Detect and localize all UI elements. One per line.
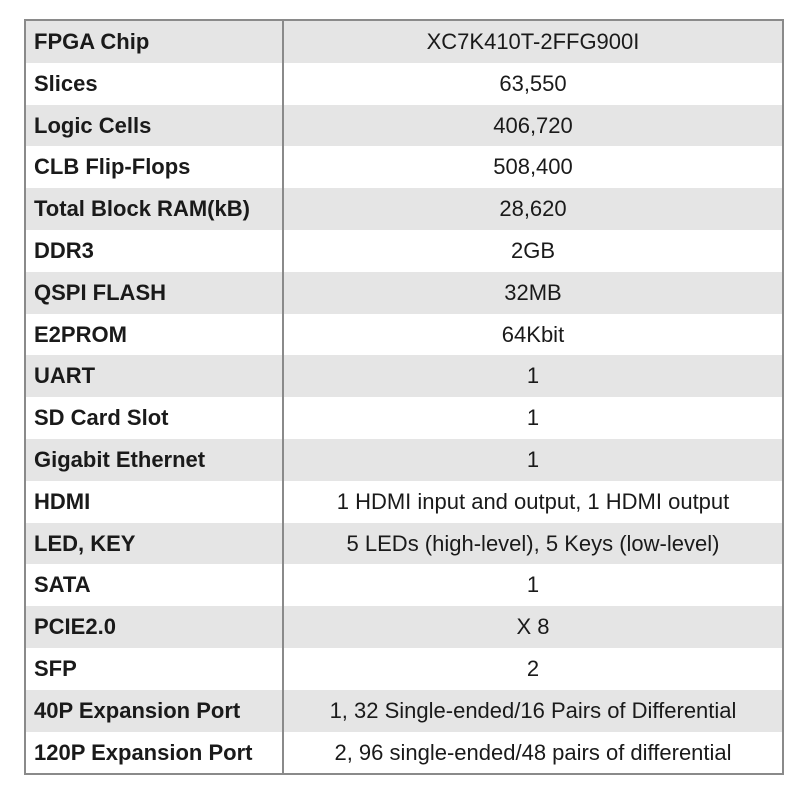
- spec-name: SFP: [25, 648, 283, 690]
- table-row: [25, 439, 783, 481]
- table-row: [25, 648, 783, 690]
- spec-name: PCIE2.0: [25, 606, 283, 648]
- spec-name: UART: [25, 355, 283, 397]
- spec-value: 64Kbit: [283, 314, 783, 356]
- table-row: [25, 146, 783, 188]
- table-row: [25, 732, 783, 775]
- spec-value: 2: [283, 648, 783, 690]
- spec-value: 28,620: [283, 188, 783, 230]
- spec-value: 2GB: [283, 230, 783, 272]
- table-row: [25, 63, 783, 105]
- spec-name: LED, KEY: [25, 523, 283, 565]
- spec-name: SATA: [25, 564, 283, 606]
- spec-value: XC7K410T-2FFG900I: [283, 20, 783, 63]
- spec-name: Logic Cells: [25, 105, 283, 147]
- spec-value: 508,400: [283, 146, 783, 188]
- spec-value: X 8: [283, 606, 783, 648]
- spec-value: 32MB: [283, 272, 783, 314]
- specification-table: [24, 19, 784, 775]
- spec-name: 40P Expansion Port: [25, 690, 283, 732]
- table-row: [25, 397, 783, 439]
- spec-value: 1, 32 Single-ended/16 Pairs of Differential: [283, 690, 783, 732]
- spec-value: 1: [283, 564, 783, 606]
- spec-value: 2, 96 single-ended/48 pairs of differential: [283, 732, 783, 775]
- table-row: [25, 272, 783, 314]
- table-row: [25, 20, 783, 63]
- table-row: [25, 355, 783, 397]
- spec-name: QSPI FLASH: [25, 272, 283, 314]
- spec-value: 63,550: [283, 63, 783, 105]
- spec-value: 406,720: [283, 105, 783, 147]
- table-row: [25, 606, 783, 648]
- spec-name: E2PROM: [25, 314, 283, 356]
- table-row: [25, 523, 783, 565]
- spec-name: 120P Expansion Port: [25, 732, 283, 775]
- spec-value: 1: [283, 355, 783, 397]
- table-row: [25, 564, 783, 606]
- spec-name: SD Card Slot: [25, 397, 283, 439]
- table-row: [25, 188, 783, 230]
- spec-name: Slices: [25, 63, 283, 105]
- table-row: [25, 481, 783, 523]
- table-row: [25, 690, 783, 732]
- spec-value: 1: [283, 397, 783, 439]
- spec-name: DDR3: [25, 230, 283, 272]
- spec-name: HDMI: [25, 481, 283, 523]
- table-row: [25, 314, 783, 356]
- spec-value: 5 LEDs (high-level), 5 Keys (low-level): [283, 523, 783, 565]
- spec-name: CLB Flip-Flops: [25, 146, 283, 188]
- spec-value: 1 HDMI input and output, 1 HDMI output: [283, 481, 783, 523]
- spec-name: FPGA Chip: [25, 20, 283, 63]
- spec-name: Gigabit Ethernet: [25, 439, 283, 481]
- table-row: [25, 105, 783, 147]
- table-row: [25, 230, 783, 272]
- spec-name: Total Block RAM(kB): [25, 188, 283, 230]
- spec-value: 1: [283, 439, 783, 481]
